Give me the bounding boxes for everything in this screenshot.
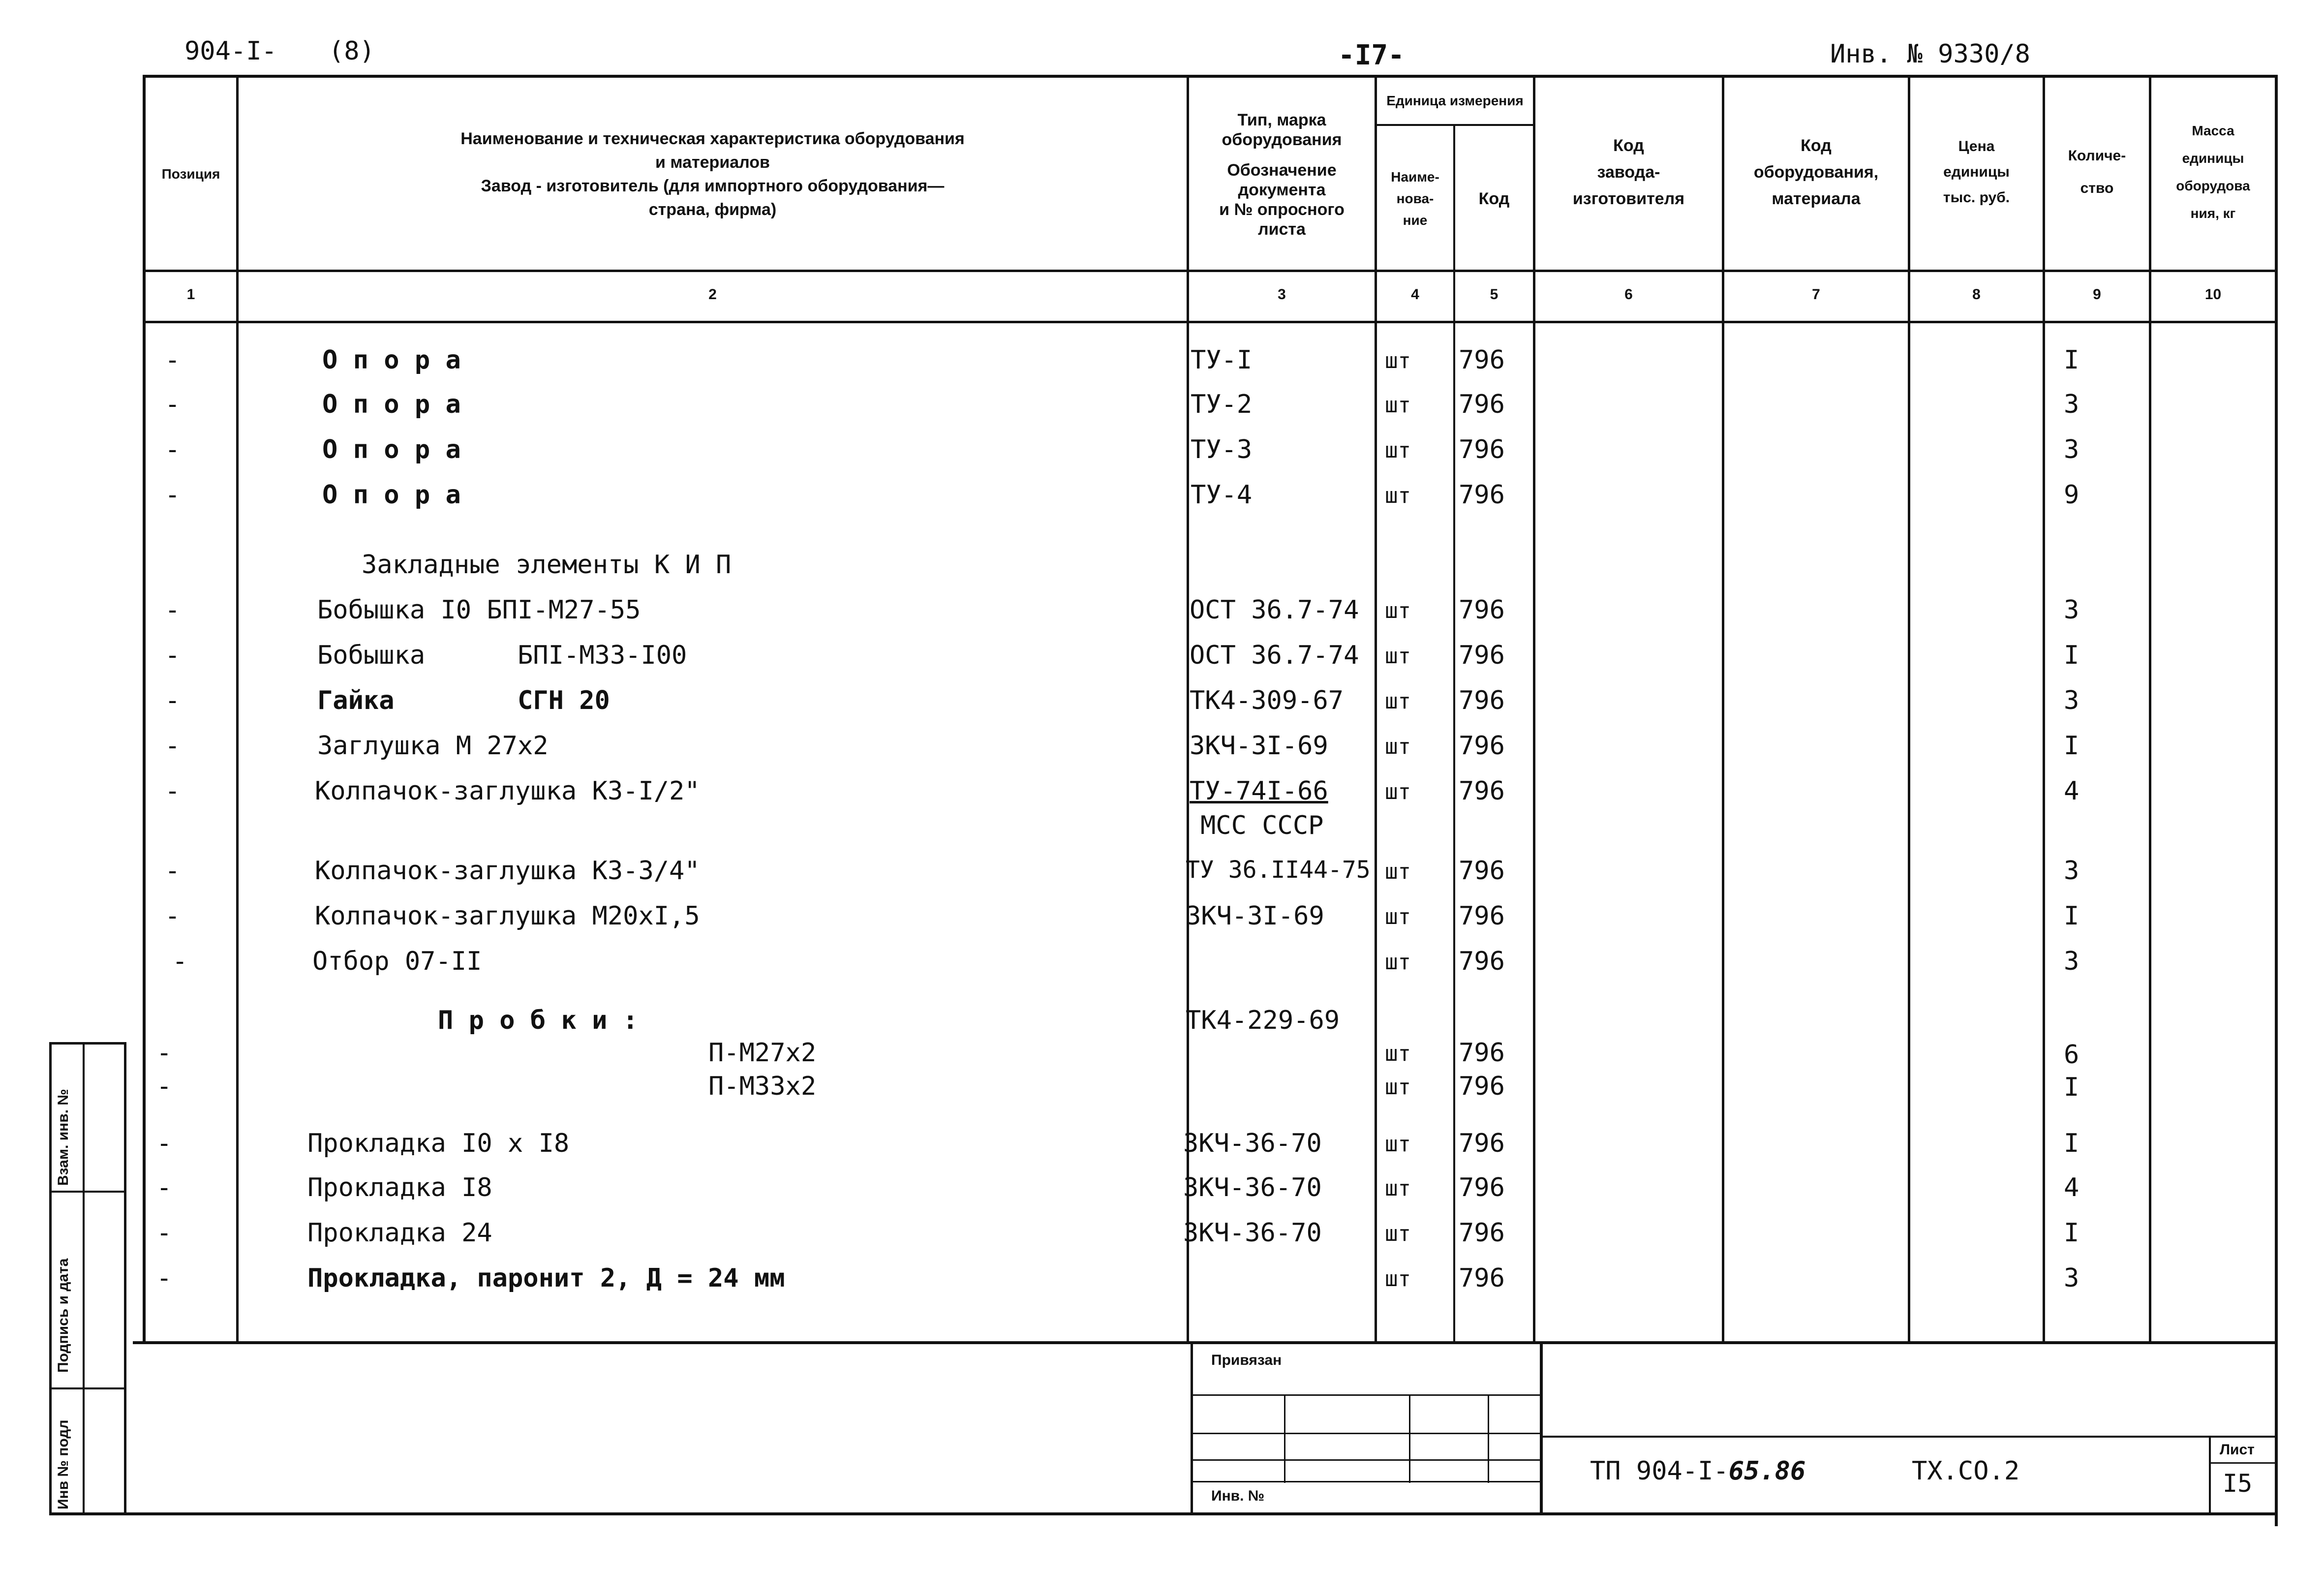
row-position: - <box>156 1129 172 1158</box>
row-name: Гайка СГН 20 <box>317 686 610 715</box>
row-position: - <box>165 390 181 419</box>
col-header-name: Наименование и техническая характеристика оборудования и материалов Завод - изготовитель (для импортного оборудования— страна, фирма) <box>460 129 965 219</box>
row-position: - <box>165 641 181 670</box>
row-code: 796 <box>1459 345 1505 375</box>
row-quantity: 3 <box>2064 1263 2079 1293</box>
col-header-position: Позиция <box>161 166 220 182</box>
side-label-sign-date: Подпись и дата <box>55 1258 71 1373</box>
col-number-3: 3 <box>1278 286 1286 303</box>
row-position: - <box>156 1038 172 1068</box>
row-unit: шт <box>1385 1132 1411 1157</box>
row-type: ЗКЧ-36-70 <box>1183 1173 1322 1202</box>
col-number-7: 7 <box>1812 286 1820 303</box>
row-quantity: 9 <box>2064 480 2079 510</box>
row-position: - <box>165 595 181 625</box>
section-title: Закладные элементы К И П <box>362 550 732 580</box>
row-name: Прокладка 24 <box>307 1218 492 1248</box>
row-position: - <box>172 947 188 976</box>
col-header-unit-name: Наиме- нова- ние <box>1391 169 1439 228</box>
col-number-1: 1 <box>186 286 195 303</box>
row-code: 796 <box>1459 731 1505 761</box>
inventory-number: Инв. № 9330/8 <box>1830 39 2030 69</box>
row-unit: шт <box>1385 734 1411 759</box>
row-code: 796 <box>1459 901 1505 931</box>
col-number-4: 4 <box>1411 286 1419 303</box>
row-code: 796 <box>1459 1129 1505 1158</box>
row-code: 796 <box>1459 1038 1505 1068</box>
row-name: П-М27х2 <box>708 1038 817 1068</box>
col-number-6: 6 <box>1624 286 1633 303</box>
col-header-quantity: Количе- ство <box>2068 148 2126 196</box>
sheet-number: I5 <box>2223 1469 2253 1498</box>
row-code: 796 <box>1459 641 1505 670</box>
row-type: ТУ 36.II44-75 <box>1186 856 1371 884</box>
row-position: - <box>165 856 181 886</box>
row-unit: шт <box>1385 1176 1411 1201</box>
row-type: ТУ-4 <box>1191 480 1253 510</box>
row-position: - <box>165 345 181 375</box>
row-name: О п о р а <box>322 390 461 419</box>
row-type: ОСТ 36.7-74 <box>1190 595 1359 625</box>
row-unit: шт <box>1385 1041 1411 1066</box>
series-code: 904-I- <box>184 36 277 66</box>
row-type: ОСТ 36.7-74 <box>1190 641 1359 670</box>
side-label-orig-inv: Инв № подл <box>55 1419 71 1509</box>
row-quantity: I <box>2064 731 2079 761</box>
col-number-8: 8 <box>1972 286 1981 303</box>
row-position: - <box>165 435 181 464</box>
col-header-mass: Масса единицы оборудова ния, кг <box>2176 123 2250 221</box>
row-code: 796 <box>1459 1173 1505 1202</box>
row-unit: шт <box>1385 904 1411 929</box>
row-name: Отбор 07-II <box>312 947 482 976</box>
row-unit: шт <box>1385 1075 1411 1100</box>
row-type: ТУ-2 <box>1191 390 1253 419</box>
row-position: - <box>165 901 181 931</box>
row-unit: шт <box>1385 1266 1411 1292</box>
col-number-10: 10 <box>2204 286 2222 303</box>
row-name: Заглушка М 27х2 <box>317 731 549 761</box>
row-quantity: I <box>2064 345 2079 375</box>
doc-code: ТП 904-I-65.86 <box>1590 1456 1806 1486</box>
row-position: - <box>156 1218 172 1248</box>
side-label-replaced-inv: Взам. инв. № <box>55 1089 71 1186</box>
row-unit: шт <box>1385 859 1411 884</box>
row-code: 796 <box>1459 686 1505 715</box>
row-type: ЗКЧ-3I-69 <box>1186 901 1324 931</box>
row-type: ЗКЧ-36-70 <box>1183 1218 1322 1248</box>
col-number-9: 9 <box>2093 286 2101 303</box>
row-quantity: 3 <box>2064 947 2079 976</box>
bound-label: Привязан <box>1211 1352 1282 1368</box>
row-quantity: I <box>2064 1073 2079 1102</box>
page-number: -I7- <box>1338 39 1405 71</box>
row-type: ЗКЧ-3I-69 <box>1190 731 1328 761</box>
col-header-price: Цена единицы тыс. руб. <box>1943 138 2010 206</box>
row-unit: шт <box>1385 348 1411 373</box>
inv-no-label: Инв. № <box>1211 1488 1265 1504</box>
doc-section: ТХ.СО.2 <box>1912 1456 2020 1486</box>
sheet-label: Лист <box>2220 1442 2255 1458</box>
row-unit: шт <box>1385 438 1411 463</box>
row-quantity: 3 <box>2064 390 2079 419</box>
row-quantity: 3 <box>2064 686 2079 715</box>
col-header-unit-code: Код <box>1478 189 1510 208</box>
row-position: - <box>165 480 181 510</box>
sheet-note: (8) <box>329 36 375 66</box>
section-title: П р о б к и : <box>438 1006 638 1035</box>
row-unit: шт <box>1385 393 1411 418</box>
row-name: О п о р а <box>322 480 461 510</box>
row-unit: шт <box>1385 950 1411 975</box>
row-code: 796 <box>1459 1072 1505 1101</box>
row-type: ТУ-I <box>1191 345 1253 375</box>
row-position: - <box>165 686 181 715</box>
col-number-5: 5 <box>1490 286 1498 303</box>
row-code: 796 <box>1459 947 1505 976</box>
row-code: 796 <box>1459 1218 1505 1248</box>
row-type: ТУ-74I-66 <box>1190 776 1328 806</box>
row-quantity: 3 <box>2064 856 2079 886</box>
row-name: Колпачок-заглушка М20хI,5 <box>315 901 700 931</box>
row-code: 796 <box>1459 480 1505 510</box>
row-unit: шт <box>1385 644 1411 669</box>
row-type: ТК4-229-69 <box>1186 1006 1340 1035</box>
row-name: О п о р а <box>322 435 461 464</box>
row-quantity: 4 <box>2064 1173 2079 1202</box>
row-name: Бобышка БПI-М33-I00 <box>317 641 687 670</box>
row-unit: шт <box>1385 779 1411 804</box>
row-position: - <box>156 1072 172 1101</box>
row-unit: шт <box>1385 1221 1411 1246</box>
col-number-2: 2 <box>708 286 717 303</box>
row-code: 796 <box>1459 390 1505 419</box>
row-name: Бобышка I0 БПI-М27-55 <box>317 595 641 625</box>
row-quantity: I <box>2064 1129 2079 1158</box>
row-name: П-М33х2 <box>708 1072 817 1101</box>
row-quantity: I <box>2064 1218 2079 1248</box>
row-name: Прокладка, паронит 2, Д = 24 мм <box>307 1263 785 1293</box>
row-name: Прокладка I0 х I8 <box>307 1129 570 1158</box>
row-type: ЗКЧ-36-70 <box>1183 1129 1322 1158</box>
row-type: ТУ-3 <box>1191 435 1253 464</box>
row-quantity: I <box>2064 901 2079 931</box>
row-position: - <box>165 776 181 806</box>
row-name: Прокладка I8 <box>307 1173 492 1202</box>
row-name: Колпачок-заглушка КЗ-3/4" <box>315 856 700 886</box>
row-quantity: 6 <box>2064 1040 2079 1070</box>
row-code: 796 <box>1459 435 1505 464</box>
row-unit: шт <box>1385 483 1411 508</box>
row-unit: шт <box>1385 689 1411 714</box>
row-code: 796 <box>1459 856 1505 886</box>
row-quantity: 3 <box>2064 595 2079 625</box>
row-name: Колпачок-заглушка КЗ-I/2" <box>315 776 700 806</box>
row-unit: шт <box>1385 598 1411 623</box>
row-type: ТК4-309-67 <box>1190 686 1344 715</box>
col-header-factory-code: Код завода- изготовителя <box>1572 136 1685 208</box>
col-header-unit-group: Единица измерения <box>1386 93 1524 108</box>
row-position: - <box>156 1173 172 1202</box>
row-code: 796 <box>1459 1263 1505 1293</box>
row-position: - <box>165 731 181 761</box>
row-code: 796 <box>1459 776 1505 806</box>
row-quantity: 4 <box>2064 776 2079 806</box>
row-quantity: 3 <box>2064 435 2079 464</box>
row-code: 796 <box>1459 595 1505 625</box>
row-type-extra: МСС СССР <box>1200 811 1324 840</box>
row-name: О п о р а <box>322 345 461 375</box>
row-quantity: I <box>2064 641 2079 670</box>
col-header-type: Тип, марка оборудования Обозначение документа и № опросного листа <box>1219 111 1345 239</box>
row-position: - <box>156 1263 172 1293</box>
col-header-equipment-code: Код оборудования, материала <box>1753 136 1879 208</box>
